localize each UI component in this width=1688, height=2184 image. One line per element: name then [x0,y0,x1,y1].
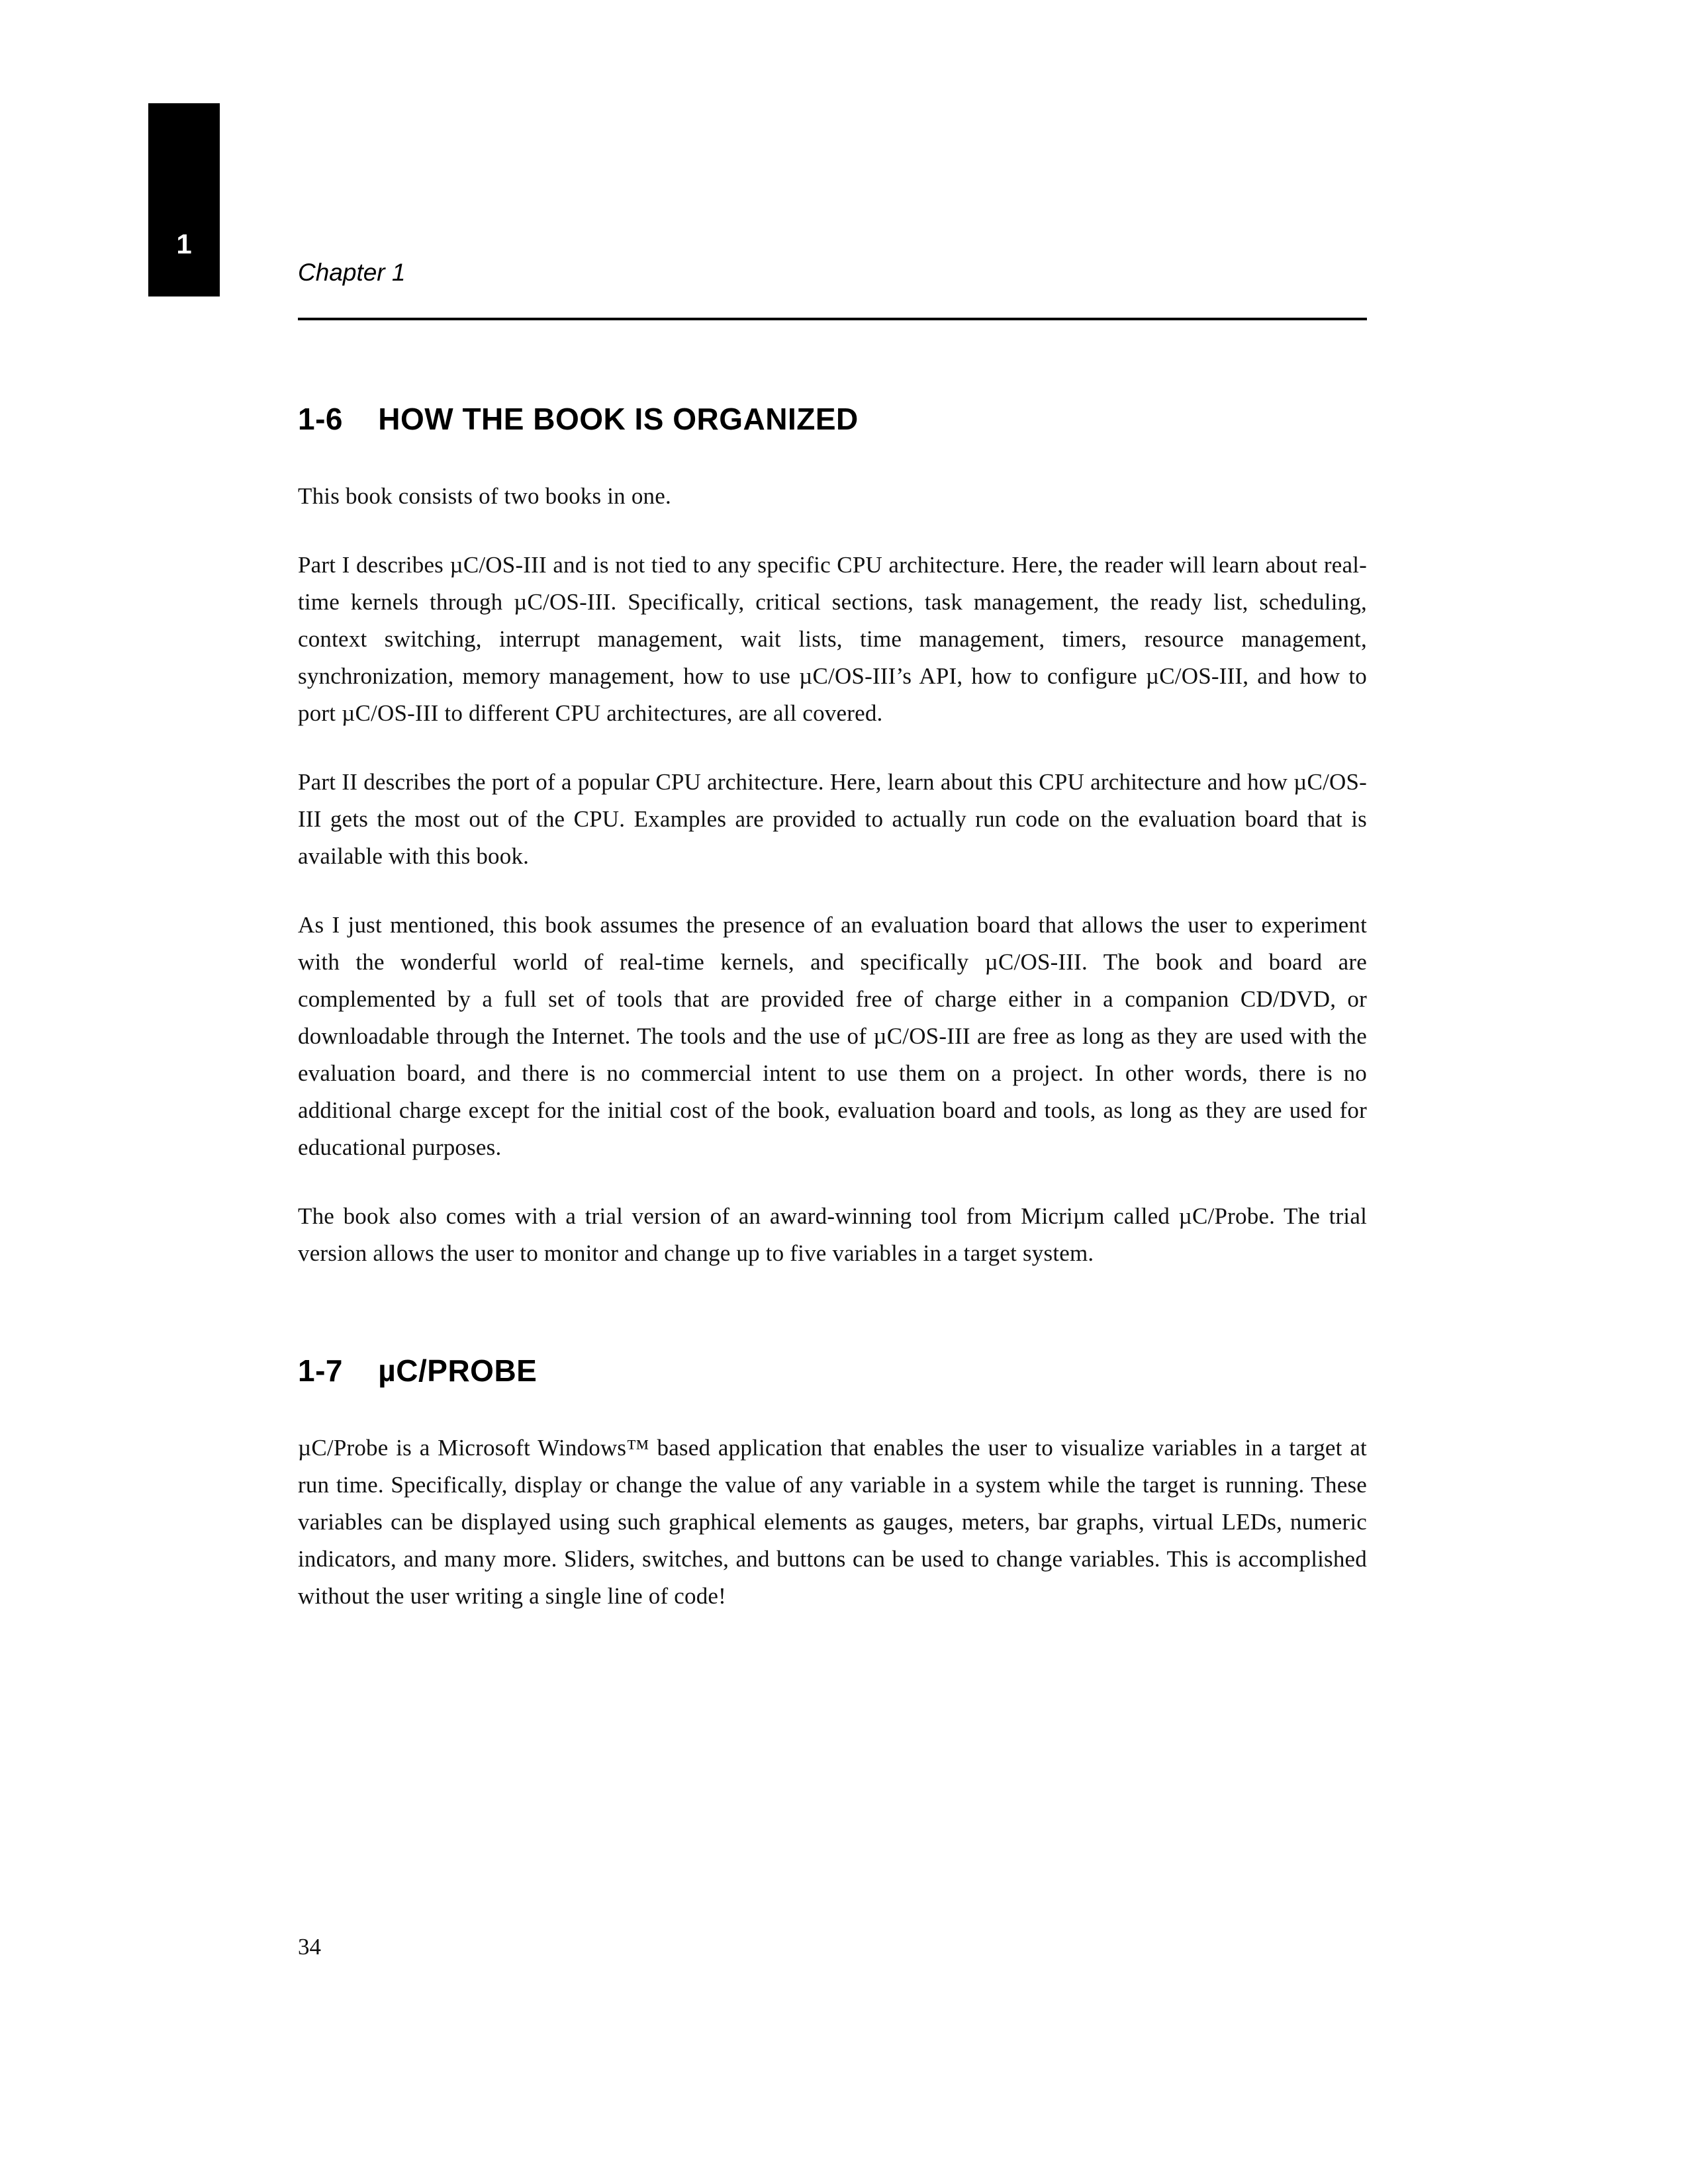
section-title: µC/PROBE [378,1353,538,1388]
section-heading-1-7 [298,1353,1367,1388]
section-heading-1-6 [298,401,1367,437]
section-number: 1-6 [298,402,343,436]
paragraph: Part I describes µC/OS-III and is not tied to any specific CPU architecture. Here, the reader will learn about real-time kernels through µC/OS-III. Specifically, critical sections, task management, the ready list, scheduling, context switching, interrupt management, wait lists, time management, timers, resource management, synchronization, memory management, how to use µC/OS-III’s API, how to configure µC/OS-III, and how to port µC/OS-III to different CPU architectures, are all covered. [298,552,1367,726]
paragraph: µC/Probe is a Microsoft Windows™ based application that enables the user to visualize variables in a target at run time. Specifically, display or change the value of any variable in a system while the target is running. These variables can be displayed using such graphical elements as gauges, meters, bar graphs, virtual LEDs, numeric indicators, and many more. Sliders, switches, and buttons can be used to change variables. This is accomplished without the user writing a single line of code! [298,1435,1367,1609]
chapter-header: Chapter 1 [298,259,406,286]
paragraph: This book consists of two books in one. [298,483,671,509]
page-number: 34 [298,1934,321,1960]
chapter-tab-number: 1 [176,228,192,259]
section-number: 1-7 [298,1353,343,1388]
section-title: HOW THE BOOK IS ORGANIZED [378,402,859,436]
paragraph: Part II describes the port of a popular CPU architecture. Here, learn about this CPU architecture and how µC/OS-III gets the most out of the CPU. Examples are provided to actually run code on the evaluation board that is available with this book. [298,769,1367,869]
page-content [298,0,1367,1647]
paragraph: As I just mentioned, this book assumes the presence of an evaluation board that allows the user to experiment with the wonderful world of real-time kernels, and specifically µC/OS-III. The book and board are complemented by a full set of tools that are provided free of charge either in a companion CD/DVD, or downloadable through the Internet. The tools and the use of µC/OS-III are free as long as they are used with the evaluation board, and there is no commercial intent to use them on a project. In other words, there is no additional charge except for the initial cost of the book, evaluation board and tools, as long as they are used for educational purposes. [298,912,1367,1160]
chapter-tab [148,103,220,296]
header-rule [298,318,1367,320]
paragraph: The book also comes with a trial version of an award-winning tool from Micriµm called µC/Probe. The trial version allows the user to monitor and change up to five variables in a target system. [298,1203,1367,1266]
